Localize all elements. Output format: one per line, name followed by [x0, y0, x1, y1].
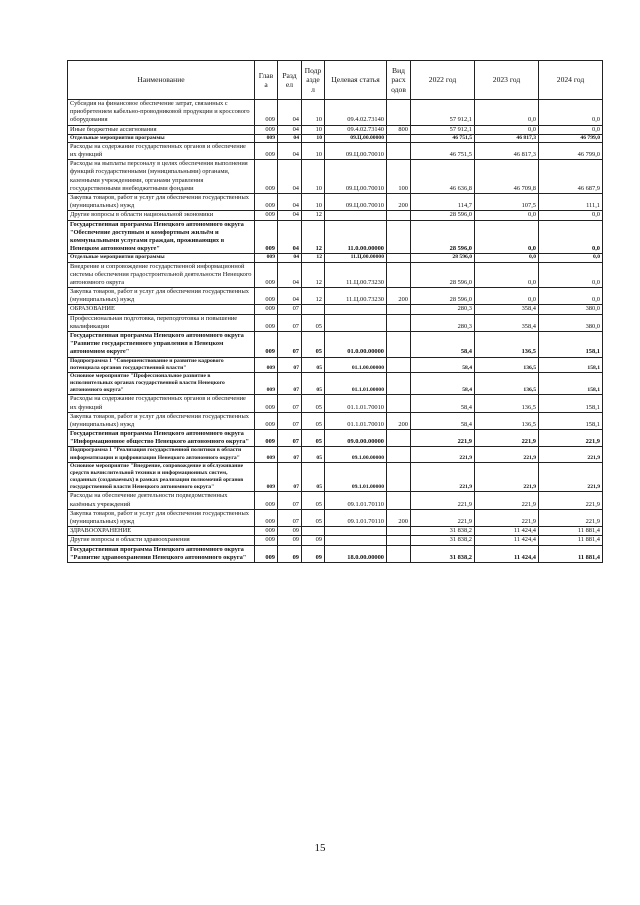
row-2024: 0,0	[539, 100, 603, 126]
row-glava: 009	[255, 220, 278, 254]
row-2023: 46 709,8	[475, 160, 539, 194]
row-2023: 11 424,4	[475, 527, 539, 536]
table-row	[68, 412, 603, 429]
row-target: 09.Ц.00.70010	[325, 160, 387, 194]
row-glava: 009	[255, 527, 278, 536]
row-2023: 0,0	[475, 262, 539, 288]
row-2024: 0,0	[539, 220, 603, 254]
row-2022: 31 838,2	[411, 545, 475, 562]
row-name: Внедрение и сопровождение государственной информационной системы обеспечения градостроительной деятельности Ненецкого автономного округа	[68, 262, 255, 288]
row-podrazdel: 05	[302, 357, 325, 372]
row-razdel: 04	[278, 160, 302, 194]
row-razdel: 04	[278, 220, 302, 254]
row-target: 11.Ц.00.73230	[325, 288, 387, 305]
row-2022: 57 912,1	[411, 125, 475, 134]
row-2024: 0,0	[539, 254, 603, 262]
row-2024: 0,0	[539, 262, 603, 288]
row-vid: 200	[387, 509, 411, 526]
row-2022: 280,3	[411, 305, 475, 314]
row-2023: 0,0	[475, 254, 539, 262]
row-podrazdel: 05	[302, 462, 325, 492]
row-2024: 380,0	[539, 305, 603, 314]
row-glava: 009	[255, 332, 278, 358]
row-glava: 009	[255, 447, 278, 462]
row-podrazdel: 12	[302, 220, 325, 254]
row-vid	[387, 492, 411, 509]
table-row	[68, 509, 603, 526]
row-2024: 221,9	[539, 447, 603, 462]
header-target: Целевая статья	[325, 61, 387, 100]
row-glava: 009	[255, 211, 278, 220]
row-2023: 136,5	[475, 372, 539, 394]
table-row	[68, 357, 603, 372]
row-2023: 11 424,4	[475, 536, 539, 545]
row-podrazdel: 05	[302, 332, 325, 358]
row-glava: 009	[255, 395, 278, 412]
row-target: 01.1.01.70010	[325, 412, 387, 429]
row-vid: 200	[387, 194, 411, 211]
row-2022: 114,7	[411, 194, 475, 211]
row-vid	[387, 395, 411, 412]
row-2023: 0,0	[475, 211, 539, 220]
header-2022: 2022 год	[411, 61, 475, 100]
row-razdel: 04	[278, 142, 302, 159]
table-row	[68, 545, 603, 562]
table-row	[68, 527, 603, 536]
row-name: Субсидия на финансовое обеспечение затрат, связанных с приобретением кабельно-проводниковой продукции и кроссового оборудования	[68, 100, 255, 126]
row-podrazdel: 05	[302, 412, 325, 429]
row-name: Основное мероприятие "Внедрение, сопровождение и обслуживание средств вычислительной техники и информационных систем, созданных (создаваемых) в рамках реализации полномочий органов государственной власти Ненецкого автономного округа"	[68, 462, 255, 492]
row-name: Подпрограмма 1 "Совершенствование и развитие кадрового потенциала органов государственной власти"	[68, 357, 255, 372]
row-podrazdel: 10	[302, 194, 325, 211]
row-razdel: 07	[278, 357, 302, 372]
row-target: 09.1.01.00000	[325, 462, 387, 492]
table-row	[68, 395, 603, 412]
row-2024: 46 799,0	[539, 134, 603, 142]
table-row	[68, 220, 603, 254]
header-vid: Вид расх одов	[387, 61, 411, 100]
row-name: Другие вопросы в области национальной экономики	[68, 211, 255, 220]
row-glava: 009	[255, 254, 278, 262]
row-vid	[387, 262, 411, 288]
row-2022: 221,9	[411, 492, 475, 509]
row-razdel: 04	[278, 100, 302, 126]
row-2024: 111,1	[539, 194, 603, 211]
row-vid: 100	[387, 160, 411, 194]
row-2024: 46 687,9	[539, 160, 603, 194]
row-2023: 221,9	[475, 492, 539, 509]
row-2024: 11 881,4	[539, 527, 603, 536]
page-number: 15	[314, 842, 326, 854]
row-name: Государственная программа Ненецкого автономного округа "Информационное общество Ненецкого автономного округа"	[68, 430, 255, 447]
row-2022: 58,4	[411, 357, 475, 372]
row-target	[325, 211, 387, 220]
table-row	[68, 462, 603, 492]
row-2023: 358,4	[475, 314, 539, 331]
row-2023: 46 817,3	[475, 134, 539, 142]
row-razdel: 04	[278, 288, 302, 305]
row-podrazdel: 12	[302, 254, 325, 262]
row-vid	[387, 142, 411, 159]
row-2023: 221,9	[475, 509, 539, 526]
row-razdel: 07	[278, 314, 302, 331]
row-2023: 136,5	[475, 357, 539, 372]
row-vid: 200	[387, 288, 411, 305]
row-razdel: 04	[278, 254, 302, 262]
row-2023: 136,5	[475, 332, 539, 358]
row-glava: 009	[255, 134, 278, 142]
row-target: 09.1.01.70110	[325, 509, 387, 526]
row-vid	[387, 314, 411, 331]
row-target: 18.0.00.00000	[325, 545, 387, 562]
table-row	[68, 430, 603, 447]
row-podrazdel: 05	[302, 372, 325, 394]
table-row	[68, 314, 603, 331]
row-2024: 221,9	[539, 462, 603, 492]
row-podrazdel: 05	[302, 492, 325, 509]
header-podrazdel: Подр азде л	[302, 61, 325, 100]
row-name: Расходы на выплаты персоналу в целях обеспечения выполнения функций государственными (муниципальными) органами, казенными учреждениями, органами управления государственными внебюджетными фондами	[68, 160, 255, 194]
row-glava: 009	[255, 492, 278, 509]
row-target	[325, 305, 387, 314]
row-2022: 221,9	[411, 447, 475, 462]
row-target: 09.0.00.00000	[325, 430, 387, 447]
row-razdel: 09	[278, 527, 302, 536]
row-2022: 28 596,0	[411, 288, 475, 305]
row-vid	[387, 220, 411, 254]
row-razdel: 04	[278, 262, 302, 288]
row-name: Другие вопросы в области здравоохранения	[68, 536, 255, 545]
row-podrazdel: 05	[302, 447, 325, 462]
row-2024: 158,1	[539, 372, 603, 394]
row-podrazdel: 10	[302, 134, 325, 142]
row-glava: 009	[255, 305, 278, 314]
row-target	[325, 527, 387, 536]
row-vid	[387, 372, 411, 394]
row-2023: 221,9	[475, 462, 539, 492]
row-target: 09.Ц.00.70010	[325, 194, 387, 211]
row-2023: 0,0	[475, 100, 539, 126]
row-razdel: 07	[278, 332, 302, 358]
row-glava: 009	[255, 125, 278, 134]
row-2024: 158,1	[539, 395, 603, 412]
row-2022: 46 636,8	[411, 160, 475, 194]
row-2022: 58,4	[411, 372, 475, 394]
row-2023: 136,5	[475, 395, 539, 412]
row-name: ЗДРАВООХРАНЕНИЕ	[68, 527, 255, 536]
row-glava: 009	[255, 509, 278, 526]
row-target: 01.1.01.70010	[325, 395, 387, 412]
row-2024: 158,1	[539, 332, 603, 358]
row-name: Основное мероприятие "Профессиональное развитие в исполнительных органах государственной власти Ненецкого автономного округа"	[68, 372, 255, 394]
row-razdel: 09	[278, 545, 302, 562]
row-razdel: 07	[278, 509, 302, 526]
table-header-row	[68, 61, 603, 100]
row-razdel: 07	[278, 305, 302, 314]
row-razdel: 07	[278, 492, 302, 509]
table-row	[68, 332, 603, 358]
row-glava: 009	[255, 314, 278, 331]
row-2024: 221,9	[539, 430, 603, 447]
row-glava: 009	[255, 142, 278, 159]
row-2024: 0,0	[539, 211, 603, 220]
row-podrazdel: 10	[302, 100, 325, 126]
row-2024: 11 881,4	[539, 545, 603, 562]
row-podrazdel: 10	[302, 160, 325, 194]
row-podrazdel: 12	[302, 211, 325, 220]
row-glava: 009	[255, 262, 278, 288]
row-name: Расходы на содержание государственных органов и обеспечение их функций	[68, 142, 255, 159]
row-glava: 009	[255, 462, 278, 492]
row-2024: 0,0	[539, 288, 603, 305]
table-row	[68, 211, 603, 220]
row-vid	[387, 430, 411, 447]
row-2022: 280,3	[411, 314, 475, 331]
row-name: Отдельные мероприятия программы	[68, 134, 255, 142]
row-name: Отдельные мероприятия программы	[68, 254, 255, 262]
row-2023: 0,0	[475, 125, 539, 134]
budget-table	[67, 60, 603, 563]
row-target: 01.1.00.00000	[325, 357, 387, 372]
table-row	[68, 194, 603, 211]
row-2023: 358,4	[475, 305, 539, 314]
row-target: 09.4.02.73140	[325, 100, 387, 126]
table-row	[68, 447, 603, 462]
row-2024: 11 881,4	[539, 536, 603, 545]
header-2023: 2023 год	[475, 61, 539, 100]
row-target: 01.0.00.00000	[325, 332, 387, 358]
header-razdel: Разд ел	[278, 61, 302, 100]
row-2022: 46 751,5	[411, 142, 475, 159]
row-glava: 009	[255, 430, 278, 447]
row-2022: 28 596,0	[411, 254, 475, 262]
row-target: 11.0.00.00000	[325, 220, 387, 254]
row-name: Государственная программа Ненецкого автономного округа "Развитие государственного управления в Ненецком автономном округе"	[68, 332, 255, 358]
row-2022: 28 596,0	[411, 262, 475, 288]
row-name: Закупка товаров, работ и услуг для обеспечения государственных (муниципальных) нужд	[68, 288, 255, 305]
row-glava: 009	[255, 160, 278, 194]
row-2024: 380,0	[539, 314, 603, 331]
row-vid	[387, 447, 411, 462]
row-podrazdel: 10	[302, 142, 325, 159]
row-podrazdel: 05	[302, 509, 325, 526]
header-2024: 2024 год	[539, 61, 603, 100]
row-2023: 11 424,4	[475, 545, 539, 562]
row-podrazdel: 09	[302, 536, 325, 545]
row-vid	[387, 100, 411, 126]
row-vid	[387, 357, 411, 372]
row-2022: 58,4	[411, 395, 475, 412]
row-target: 09.Ц.00.70010	[325, 142, 387, 159]
row-2024: 158,1	[539, 357, 603, 372]
row-glava: 009	[255, 194, 278, 211]
table-row	[68, 160, 603, 194]
row-vid	[387, 527, 411, 536]
table-row	[68, 100, 603, 126]
row-glava: 009	[255, 412, 278, 429]
row-glava: 009	[255, 536, 278, 545]
table-row	[68, 262, 603, 288]
row-podrazdel: 09	[302, 545, 325, 562]
row-razdel: 07	[278, 372, 302, 394]
header-glava: Глав а	[255, 61, 278, 100]
row-2023: 107,5	[475, 194, 539, 211]
table-row	[68, 536, 603, 545]
row-2022: 57 912,1	[411, 100, 475, 126]
row-2022: 31 838,2	[411, 536, 475, 545]
row-vid	[387, 305, 411, 314]
table-row	[68, 134, 603, 142]
row-name: Закупка товаров, работ и услуг для обеспечения государственных (муниципальных) нужд	[68, 509, 255, 526]
row-glava: 009	[255, 288, 278, 305]
row-vid	[387, 332, 411, 358]
row-name: Подпрограмма 1 "Реализация государственной политики в области информатизации и цифровизации Ненецкого автономного округа"	[68, 447, 255, 462]
row-razdel: 04	[278, 134, 302, 142]
row-2022: 58,4	[411, 412, 475, 429]
row-target: 09.1.01.70110	[325, 492, 387, 509]
row-target	[325, 536, 387, 545]
row-2022: 28 596,0	[411, 211, 475, 220]
row-razdel: 07	[278, 430, 302, 447]
row-name: Закупка товаров, работ и услуг для обеспечения государственных (муниципальных) нужд	[68, 194, 255, 211]
table-row	[68, 142, 603, 159]
row-2022: 46 751,5	[411, 134, 475, 142]
row-name: ОБРАЗОВАНИЕ	[68, 305, 255, 314]
row-target: 11.Ц.00.00000	[325, 254, 387, 262]
row-name: Государственная программа Ненецкого автономного округа "Развитие здравоохранения Ненецкого автономного округа"	[68, 545, 255, 562]
row-podrazdel	[302, 527, 325, 536]
row-vid	[387, 254, 411, 262]
row-2024: 158,1	[539, 412, 603, 429]
row-target: 01.1.01.00000	[325, 372, 387, 394]
header-name: Наименование	[68, 61, 255, 100]
row-podrazdel: 10	[302, 125, 325, 134]
row-glava: 009	[255, 372, 278, 394]
row-2022: 28 596,0	[411, 220, 475, 254]
row-podrazdel: 12	[302, 262, 325, 288]
row-vid	[387, 134, 411, 142]
row-podrazdel: 05	[302, 395, 325, 412]
row-2023: 221,9	[475, 447, 539, 462]
row-name: Расходы на содержание государственных органов и обеспечение их функций	[68, 395, 255, 412]
row-vid	[387, 211, 411, 220]
row-podrazdel: 05	[302, 430, 325, 447]
row-target: 09.1.00.00000	[325, 447, 387, 462]
row-name: Закупка товаров, работ и услуг для обеспечения государственных (муниципальных) нужд	[68, 412, 255, 429]
row-glava: 009	[255, 357, 278, 372]
row-vid	[387, 536, 411, 545]
row-vid: 800	[387, 125, 411, 134]
row-target: 09.4.02.73140	[325, 125, 387, 134]
row-2022: 58,4	[411, 332, 475, 358]
row-2023: 136,5	[475, 412, 539, 429]
row-name: Иные бюджетные ассигнования	[68, 125, 255, 134]
row-2024: 0,0	[539, 125, 603, 134]
row-2022: 221,9	[411, 509, 475, 526]
table-row	[68, 288, 603, 305]
row-2024: 46 799,0	[539, 142, 603, 159]
row-name: Расходы на обеспечение деятельности подведомственных казённых учреждений	[68, 492, 255, 509]
row-2023: 0,0	[475, 220, 539, 254]
row-2024: 221,9	[539, 509, 603, 526]
row-razdel: 09	[278, 536, 302, 545]
row-target: 11.Ц.00.73230	[325, 262, 387, 288]
table-row	[68, 372, 603, 394]
row-razdel: 07	[278, 395, 302, 412]
row-2023: 0,0	[475, 288, 539, 305]
row-2024: 221,9	[539, 492, 603, 509]
row-name: Государственная программа Ненецкого автономного округа "Обеспечение доступным и комфортным жильём и коммунальными услугами граждан, проживающих в Ненецком автономном округе"	[68, 220, 255, 254]
row-razdel: 07	[278, 447, 302, 462]
table-row	[68, 305, 603, 314]
row-razdel: 04	[278, 211, 302, 220]
row-podrazdel	[302, 305, 325, 314]
row-podrazdel: 12	[302, 288, 325, 305]
table-row	[68, 492, 603, 509]
row-2023: 46 817,3	[475, 142, 539, 159]
row-razdel: 04	[278, 194, 302, 211]
row-razdel: 07	[278, 462, 302, 492]
row-podrazdel: 05	[302, 314, 325, 331]
row-glava: 009	[255, 100, 278, 126]
row-target: 09.Ц.00.00000	[325, 134, 387, 142]
row-razdel: 04	[278, 125, 302, 134]
row-vid	[387, 545, 411, 562]
row-2022: 221,9	[411, 462, 475, 492]
row-name: Профессиональная подготовка, переподготовка и повышение квалификации	[68, 314, 255, 331]
row-2022: 31 838,2	[411, 527, 475, 536]
row-2023: 221,9	[475, 430, 539, 447]
table-row	[68, 125, 603, 134]
row-target	[325, 314, 387, 331]
table-row	[68, 254, 603, 262]
table-body	[68, 100, 603, 563]
row-razdel: 07	[278, 412, 302, 429]
row-2022: 221,9	[411, 430, 475, 447]
row-vid	[387, 462, 411, 492]
row-vid: 200	[387, 412, 411, 429]
row-glava: 009	[255, 545, 278, 562]
